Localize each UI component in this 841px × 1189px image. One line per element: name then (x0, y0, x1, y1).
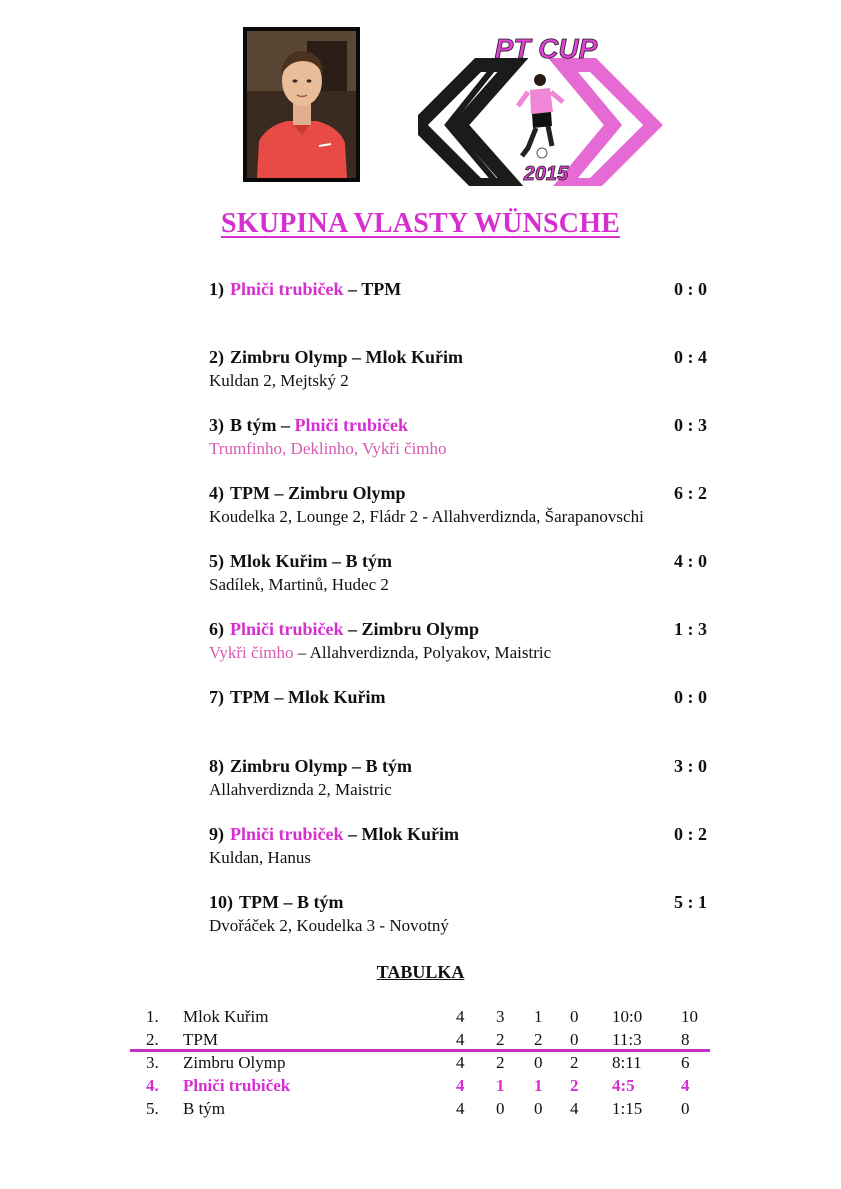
away-team: Zimbru Olymp (288, 483, 406, 503)
match-item (209, 619, 729, 663)
logo-year: 2015 (523, 163, 569, 185)
scorer-text: Allahverdiznda 2, Maistric (209, 780, 392, 799)
played-cell: 4 (456, 1007, 465, 1026)
team-separator: – (270, 687, 288, 707)
match-item (209, 824, 729, 868)
match-line (209, 347, 729, 369)
match-line (209, 687, 729, 709)
lost-cell: 4 (570, 1099, 579, 1118)
scorer-text: Sadílek, Martinů, Hudec 2 (209, 575, 389, 594)
home-team: TPM (230, 483, 270, 503)
goal-scorers (209, 780, 729, 800)
standings-table (120, 1007, 720, 1122)
scorer-text: Vykři čimho (209, 643, 294, 662)
match-item (209, 279, 729, 301)
rank-cell: 5. (146, 1099, 159, 1118)
team-separator: – (347, 347, 366, 367)
won-cell: 1 (496, 1076, 505, 1095)
match-item (209, 347, 729, 391)
team-separator: – (343, 824, 362, 844)
goal-scorers (209, 439, 729, 459)
team-separator: – (343, 279, 362, 299)
logo-title: PT CUP (494, 33, 598, 64)
played-cell: 4 (456, 1099, 465, 1118)
goals-cell: 4:5 (612, 1076, 635, 1095)
match-line (209, 551, 729, 573)
table-row (120, 1076, 720, 1099)
team-separator: – (343, 619, 362, 639)
scorer-text: Kuldan 2, Mejtský 2 (209, 371, 349, 390)
right-chevron-icon (563, 65, 653, 185)
won-cell: 2 (496, 1053, 505, 1072)
home-team: Zimbru Olymp (230, 756, 348, 776)
match-number: 10) (209, 892, 233, 912)
drawn-cell: 0 (534, 1099, 543, 1118)
match-score: 0 : 0 (674, 279, 707, 299)
goal-scorers (209, 507, 729, 527)
home-team: Plniči trubiček (230, 279, 344, 299)
match-score: 5 : 1 (674, 892, 707, 912)
goals-cell: 8:11 (612, 1053, 642, 1072)
home-team: TPM (230, 687, 270, 707)
played-cell: 4 (456, 1076, 465, 1095)
pt-cup-logo (418, 30, 676, 186)
won-cell: 3 (496, 1007, 505, 1026)
rank-cell: 2. (146, 1030, 159, 1049)
away-team: Zimbru Olymp (361, 619, 480, 639)
match-line (209, 483, 729, 505)
qualification-divider (130, 1049, 710, 1052)
lost-cell: 0 (570, 1030, 579, 1049)
scorer-text: Trumfinho, Deklinho, Vykři čimho (209, 439, 447, 458)
scorer-text: – Allahverdiznda, Polyakov, Maistric (293, 643, 552, 662)
match-item (209, 687, 729, 709)
table-row (120, 1007, 720, 1030)
scorer-text: Koudelka 2, Lounge 2, Fládr 2 - Allahverdiznda, Šarapanovschi (209, 507, 644, 526)
match-line (209, 756, 729, 778)
table-row (120, 1053, 720, 1076)
drawn-cell: 1 (534, 1076, 543, 1095)
team-separator: – (270, 483, 288, 503)
home-team: B tým (230, 415, 277, 435)
match-score: 3 : 0 (674, 756, 707, 776)
goals-cell: 1:15 (612, 1099, 643, 1118)
match-line (209, 279, 729, 301)
team-cell: Mlok Kuřim (183, 1007, 269, 1026)
away-team: Mlok Kuřim (365, 347, 464, 367)
rank-cell: 3. (146, 1053, 159, 1072)
home-team: Plniči trubiček (230, 824, 344, 844)
won-cell: 0 (496, 1099, 505, 1118)
team-separator: – (347, 756, 366, 776)
match-number: 5) (209, 551, 224, 571)
team-cell: TPM (183, 1030, 218, 1049)
match-item (209, 892, 729, 936)
played-cell: 4 (456, 1053, 465, 1072)
goal-scorers (209, 643, 729, 663)
home-team: Mlok Kuřim (230, 551, 328, 571)
away-team: TPM (361, 279, 402, 299)
points-cell: 4 (681, 1076, 690, 1095)
team-separator: – (279, 892, 297, 912)
away-team: Mlok Kuřim (288, 687, 386, 707)
goal-scorers (209, 371, 729, 391)
match-number: 9) (209, 824, 224, 844)
scorer-text: Kuldan, Hanus (209, 848, 311, 867)
match-line (209, 619, 729, 641)
away-team: B tým (345, 551, 392, 571)
drawn-cell: 1 (534, 1007, 543, 1026)
away-team: Plniči trubiček (294, 415, 408, 435)
match-score: 0 : 0 (674, 687, 707, 707)
match-score: 0 : 2 (674, 824, 707, 844)
away-team: B tým (297, 892, 344, 912)
match-line (209, 824, 729, 846)
home-team: TPM (239, 892, 279, 912)
lost-cell: 0 (570, 1007, 579, 1026)
rank-cell: 4. (146, 1076, 159, 1095)
left-chevron-icon (418, 65, 513, 185)
played-cell: 4 (456, 1030, 465, 1049)
team-cell: Zimbru Olymp (183, 1053, 286, 1072)
away-team: B tým (365, 756, 413, 776)
match-score: 1 : 3 (674, 619, 707, 639)
player-portrait-image (247, 31, 356, 178)
lost-cell: 2 (570, 1053, 579, 1072)
match-number: 2) (209, 347, 224, 367)
match-line (209, 415, 729, 437)
points-cell: 0 (681, 1099, 690, 1118)
match-item (209, 551, 729, 595)
match-score: 0 : 4 (674, 347, 707, 367)
away-team: Mlok Kuřim (361, 824, 459, 844)
home-team: Plniči trubiček (230, 619, 344, 639)
football-player-icon (518, 74, 563, 158)
match-item (209, 483, 729, 527)
match-score: 6 : 2 (674, 483, 707, 503)
match-number: 1) (209, 279, 224, 299)
goals-cell: 10:0 (612, 1007, 643, 1026)
goal-scorers (209, 575, 729, 595)
match-item (209, 415, 729, 459)
drawn-cell: 0 (534, 1053, 543, 1072)
table-title: TABULKA (376, 962, 465, 982)
group-title: SKUPINA VLASTY WÜNSCHE (220, 208, 621, 239)
lost-cell: 2 (570, 1076, 579, 1095)
points-cell: 10 (681, 1007, 698, 1026)
team-cell: B tým (183, 1099, 226, 1118)
points-cell: 6 (681, 1053, 690, 1072)
goal-scorers (209, 916, 729, 936)
drawn-cell: 2 (534, 1030, 543, 1049)
home-team: Zimbru Olymp (230, 347, 348, 367)
match-line (209, 892, 729, 914)
table-row (120, 1099, 720, 1122)
match-number: 7) (209, 687, 224, 707)
match-score: 4 : 0 (674, 551, 707, 571)
goals-cell: 11:3 (612, 1030, 642, 1049)
match-score: 0 : 3 (674, 415, 707, 435)
match-number: 8) (209, 756, 224, 776)
scorer-text: Dvořáček 2, Koudelka 3 - Novotný (209, 916, 449, 935)
points-cell: 8 (681, 1030, 690, 1049)
won-cell: 2 (496, 1030, 505, 1049)
team-separator: – (327, 551, 346, 571)
match-number: 4) (209, 483, 224, 503)
rank-cell: 1. (146, 1007, 159, 1026)
match-number: 6) (209, 619, 224, 639)
goal-scorers (209, 848, 729, 868)
team-separator: – (276, 415, 295, 435)
match-item (209, 756, 729, 800)
player-photo (243, 27, 360, 182)
team-cell: Plniči trubiček (183, 1076, 291, 1095)
match-number: 3) (209, 415, 224, 435)
